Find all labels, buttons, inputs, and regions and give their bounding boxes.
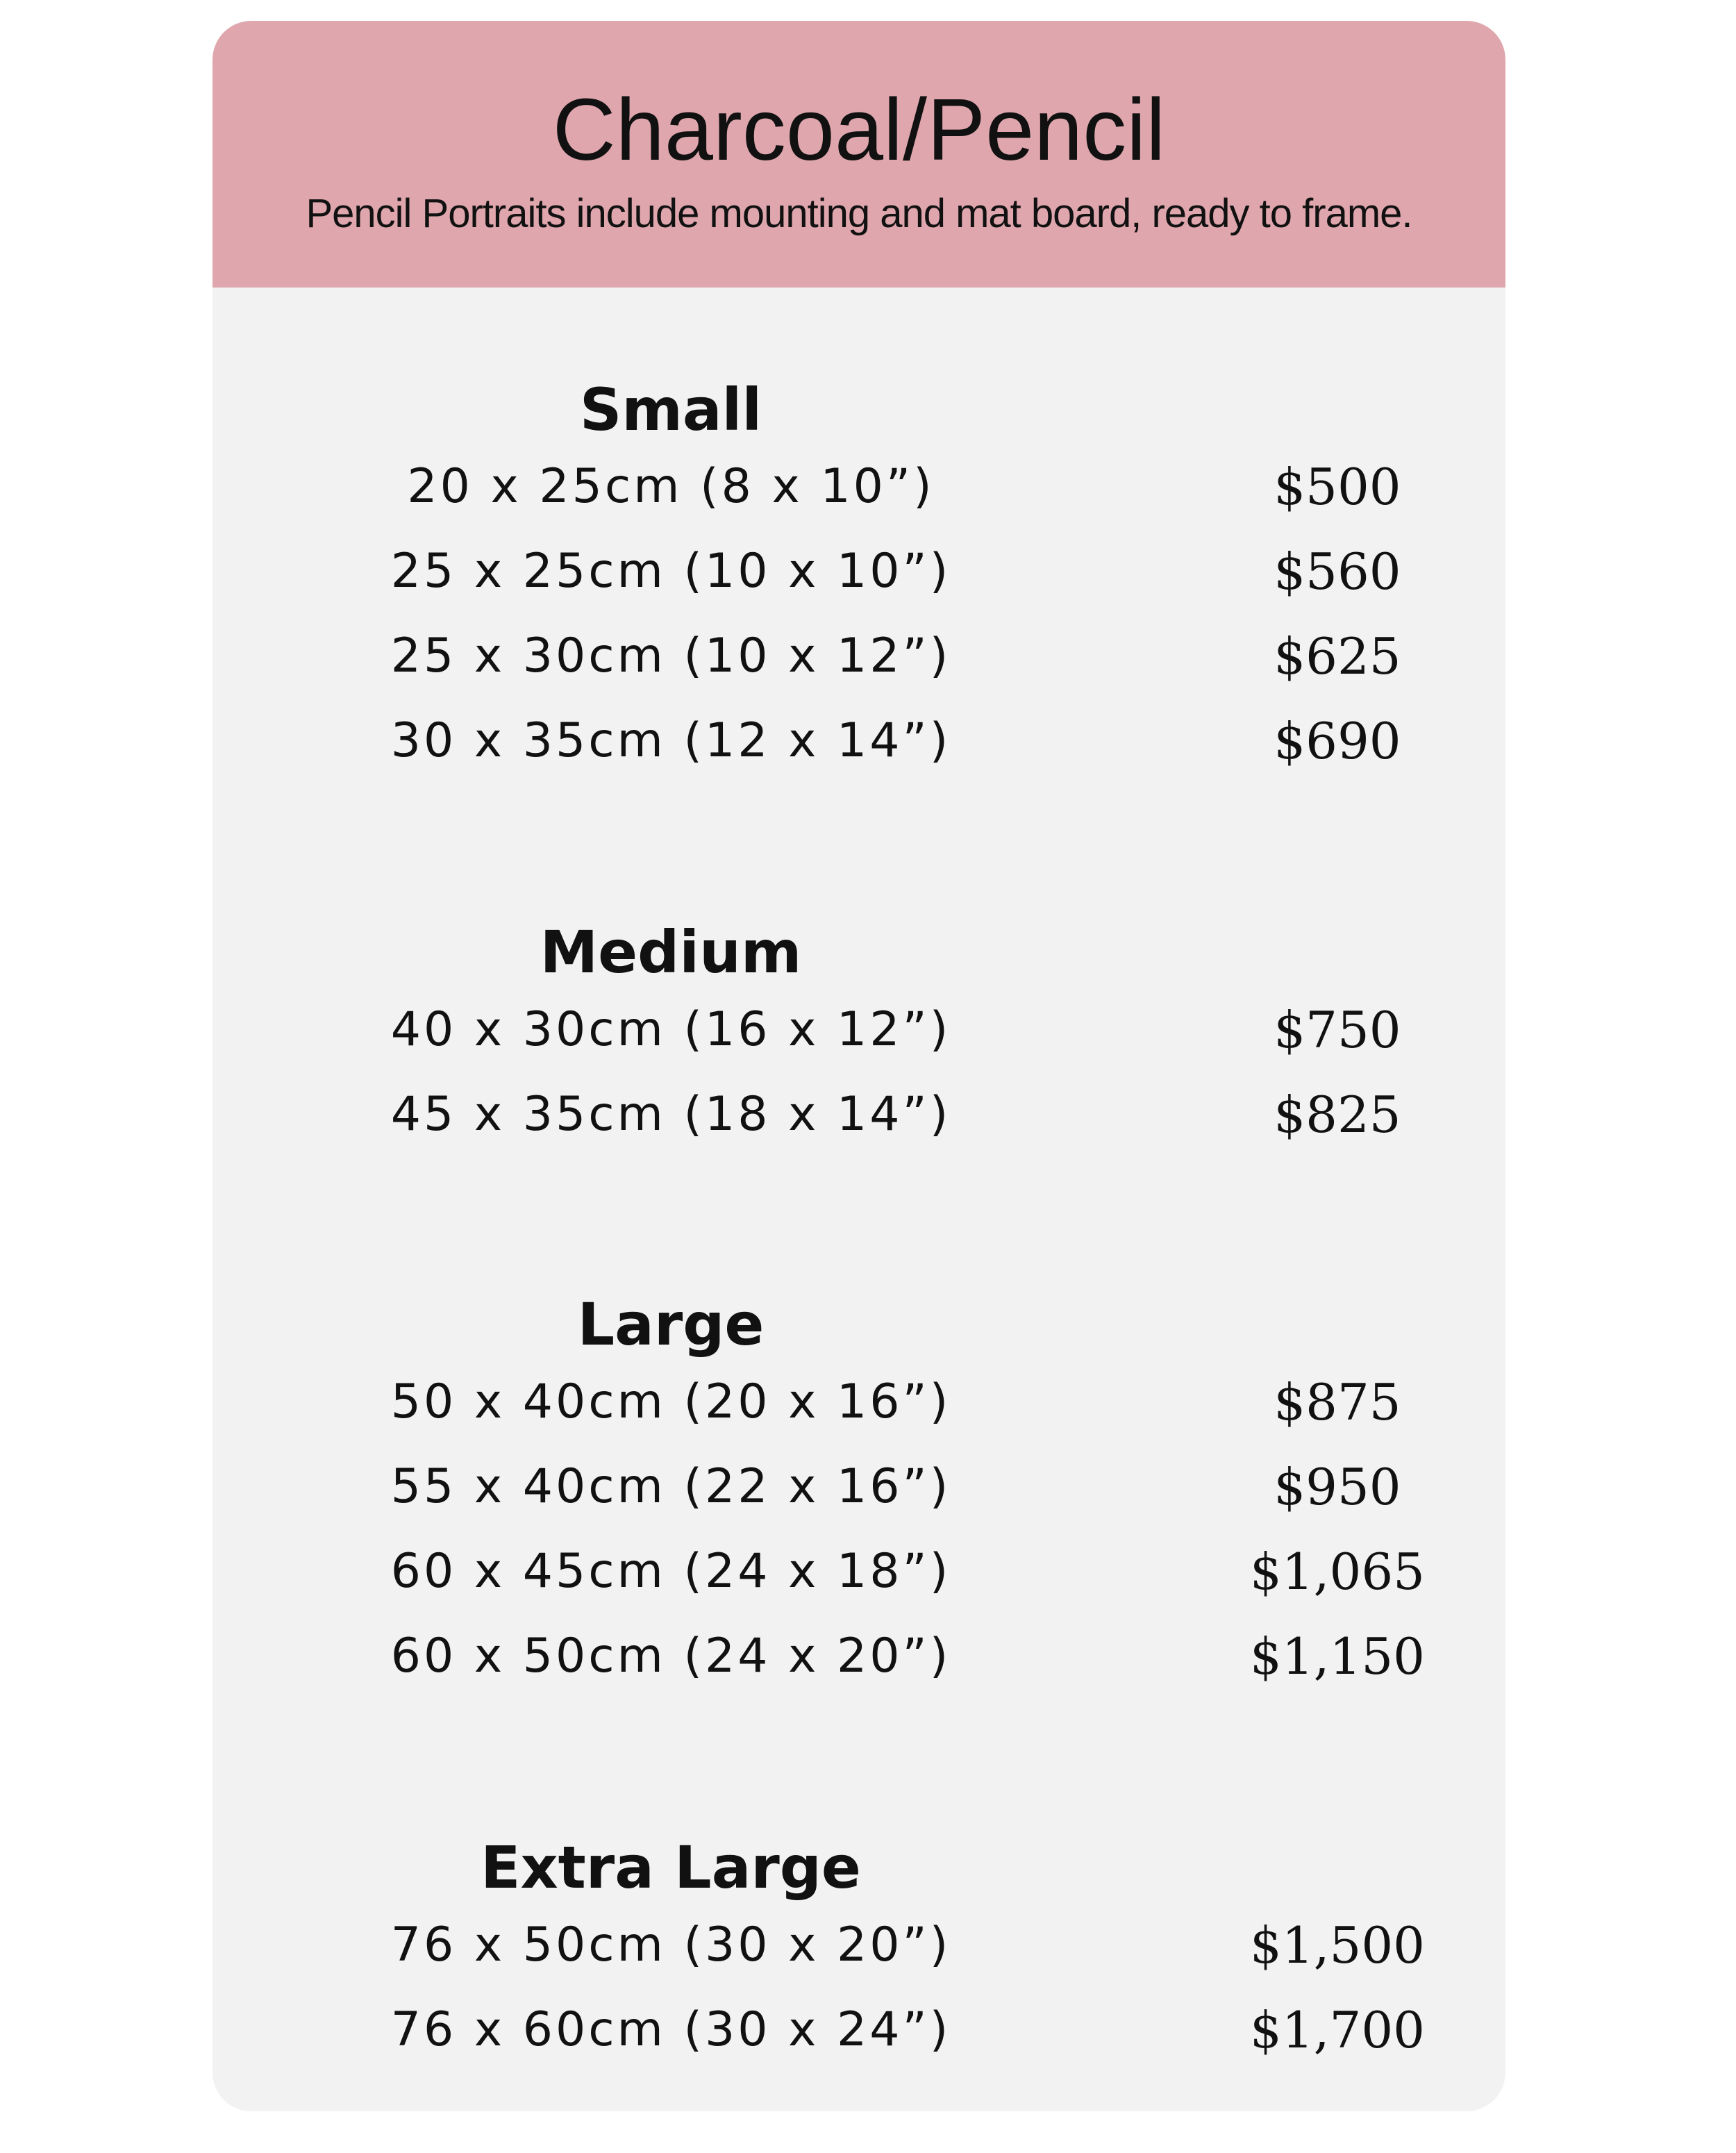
price-value: $875 (1274, 1373, 1401, 1431)
price-list-card (212, 21, 1505, 2111)
size-label: 76 x 60cm (30 x 24”) (390, 2002, 951, 2057)
size-label: 55 x 40cm (22 x 16”) (390, 1459, 951, 1514)
size-label: 25 x 30cm (10 x 12”) (390, 629, 951, 683)
size-label: 76 x 50cm (30 x 20”) (390, 1918, 951, 1972)
price-value: $750 (1274, 1001, 1401, 1059)
price-value: $500 (1274, 458, 1401, 516)
section-heading: Large (577, 1290, 765, 1358)
size-label: 60 x 45cm (24 x 18”) (390, 1544, 951, 1599)
price-row (212, 988, 1505, 1072)
price-value: $1,065 (1250, 1543, 1425, 1601)
price-row (212, 529, 1505, 614)
size-label: 50 x 40cm (20 x 16”) (390, 1374, 951, 1429)
price-value: $1,500 (1250, 1916, 1425, 1975)
price-row (212, 1529, 1505, 1614)
section-heading: Extra Large (481, 1834, 861, 1902)
price-value: $1,150 (1250, 1627, 1425, 1686)
size-label: 25 x 25cm (10 x 10”) (390, 544, 951, 599)
header-banner (212, 21, 1505, 288)
page-title: Charcoal/Pencil (552, 81, 1166, 178)
price-row (212, 1445, 1505, 1529)
price-value: $625 (1274, 627, 1401, 685)
price-row (212, 1988, 1505, 2072)
price-row (212, 1903, 1505, 1988)
price-value: $690 (1274, 712, 1401, 770)
price-row (212, 444, 1505, 529)
price-value: $560 (1274, 542, 1401, 601)
size-label: 60 x 50cm (24 x 20”) (390, 1629, 951, 1684)
price-row (212, 1614, 1505, 1699)
price-row (212, 614, 1505, 699)
section-heading: Small (579, 376, 762, 444)
price-value: $1,700 (1250, 2001, 1425, 2059)
size-label: 20 x 25cm (8 x 10”) (407, 459, 935, 514)
section-heading: Medium (540, 918, 802, 986)
size-label: 40 x 30cm (16 x 12”) (390, 1002, 951, 1057)
price-value: $825 (1274, 1086, 1401, 1144)
page-subtitle: Pencil Portraits include mounting and mat board, ready to frame. (306, 191, 1412, 236)
price-row (212, 1072, 1505, 1157)
size-label: 30 x 35cm (12 x 14”) (390, 713, 951, 768)
price-value: $950 (1274, 1458, 1401, 1516)
price-row (212, 1360, 1505, 1445)
price-row (212, 699, 1505, 783)
size-label: 45 x 35cm (18 x 14”) (390, 1087, 951, 1142)
